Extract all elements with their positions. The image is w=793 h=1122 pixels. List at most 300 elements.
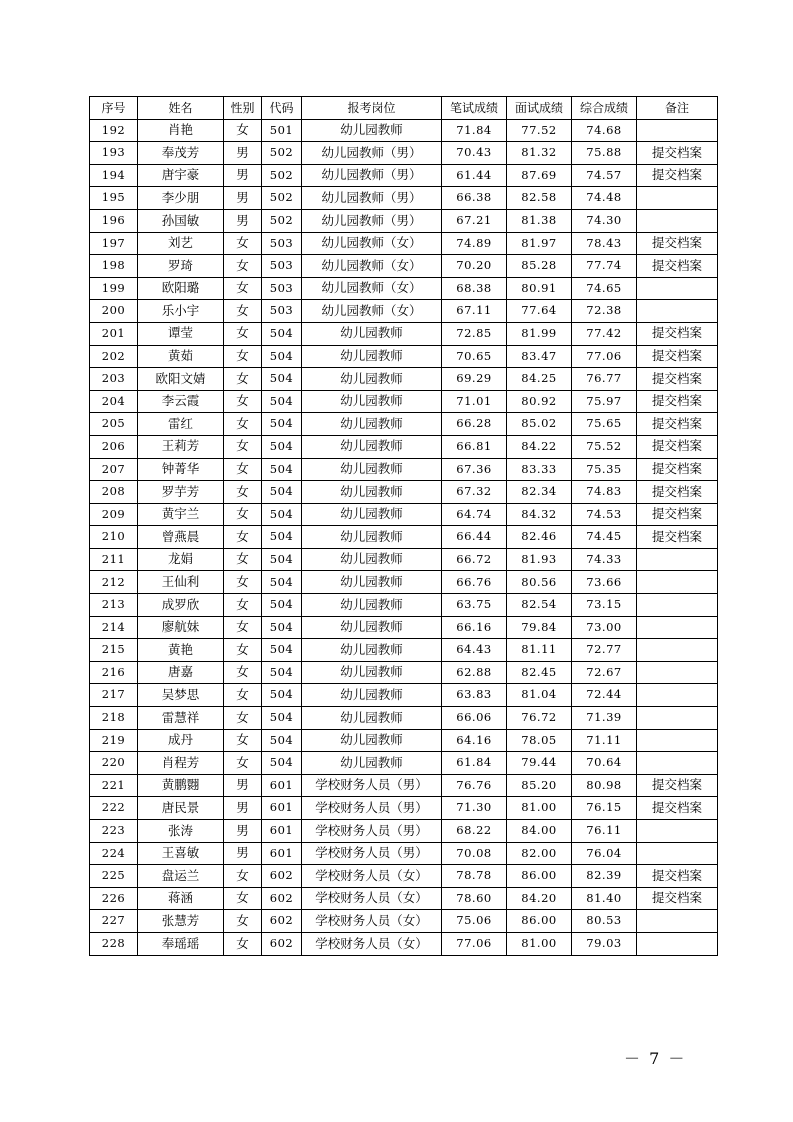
cell-name: 雷慧祥 [138, 707, 224, 730]
cell-written-score: 78.60 [442, 887, 507, 910]
cell-name: 黄鹏翾 [138, 774, 224, 797]
cell-serial-number: 205 [90, 413, 138, 436]
cell-code: 602 [262, 910, 302, 933]
cell-position: 学校财务人员（男） [302, 774, 442, 797]
cell-interview-score: 80.92 [507, 390, 572, 413]
cell-total-score: 74.33 [572, 548, 637, 571]
cell-gender: 女 [224, 255, 262, 278]
cell-code: 504 [262, 707, 302, 730]
cell-name: 谭莹 [138, 322, 224, 345]
cell-serial-number: 221 [90, 774, 138, 797]
cell-gender: 女 [224, 277, 262, 300]
cell-position: 幼儿园教师 [302, 526, 442, 549]
cell-total-score: 72.77 [572, 639, 637, 662]
cell-gender: 女 [224, 119, 262, 142]
cell-code: 601 [262, 797, 302, 820]
cell-serial-number: 219 [90, 729, 138, 752]
cell-name: 黄茹 [138, 345, 224, 368]
cell-name: 欧阳璐 [138, 277, 224, 300]
table-row [90, 209, 718, 232]
cell-gender: 女 [224, 368, 262, 391]
cell-gender: 女 [224, 413, 262, 436]
cell-gender: 女 [224, 707, 262, 730]
cell-name: 蒋涵 [138, 887, 224, 910]
cell-position: 幼儿园教师 [302, 413, 442, 436]
cell-remark: 提交档案 [637, 368, 718, 391]
cell-interview-score: 81.99 [507, 322, 572, 345]
cell-remark [637, 616, 718, 639]
table-row [90, 910, 718, 933]
cell-gender: 女 [224, 322, 262, 345]
cell-position: 幼儿园教师（男） [302, 142, 442, 165]
cell-gender: 男 [224, 842, 262, 865]
cell-name: 唐嘉 [138, 661, 224, 684]
cell-serial-number: 228 [90, 932, 138, 955]
cell-position: 幼儿园教师（女） [302, 255, 442, 278]
cell-code: 504 [262, 571, 302, 594]
cell-written-score: 74.89 [442, 232, 507, 255]
cell-serial-number: 204 [90, 390, 138, 413]
cell-interview-score: 81.00 [507, 932, 572, 955]
cell-remark [637, 594, 718, 617]
cell-code: 504 [262, 661, 302, 684]
cell-name: 成罗欣 [138, 594, 224, 617]
cell-total-score: 74.68 [572, 119, 637, 142]
cell-position: 学校财务人员（女） [302, 910, 442, 933]
cell-gender: 女 [224, 616, 262, 639]
table-row [90, 639, 718, 662]
cell-total-score: 74.57 [572, 164, 637, 187]
cell-remark: 提交档案 [637, 232, 718, 255]
table-row [90, 820, 718, 843]
cell-total-score: 75.65 [572, 413, 637, 436]
cell-interview-score: 77.64 [507, 300, 572, 323]
cell-gender: 男 [224, 774, 262, 797]
cell-name: 李少朋 [138, 187, 224, 210]
header-position: 报考岗位 [302, 97, 442, 120]
table-row [90, 729, 718, 752]
header-code: 代码 [262, 97, 302, 120]
cell-written-score: 66.28 [442, 413, 507, 436]
cell-written-score: 71.84 [442, 119, 507, 142]
cell-remark: 提交档案 [637, 526, 718, 549]
cell-written-score: 75.06 [442, 910, 507, 933]
cell-remark [637, 932, 718, 955]
cell-written-score: 71.30 [442, 797, 507, 820]
cell-remark [637, 820, 718, 843]
cell-gender: 女 [224, 684, 262, 707]
cell-serial-number: 218 [90, 707, 138, 730]
cell-remark: 提交档案 [637, 503, 718, 526]
table-row [90, 435, 718, 458]
cell-code: 504 [262, 684, 302, 707]
cell-name: 奉茂芳 [138, 142, 224, 165]
cell-serial-number: 226 [90, 887, 138, 910]
cell-position: 幼儿园教师 [302, 639, 442, 662]
cell-gender: 女 [224, 390, 262, 413]
cell-serial-number: 225 [90, 865, 138, 888]
cell-code: 601 [262, 820, 302, 843]
cell-position: 幼儿园教师 [302, 684, 442, 707]
cell-serial-number: 227 [90, 910, 138, 933]
cell-position: 学校财务人员（女） [302, 887, 442, 910]
cell-name: 钟菁华 [138, 458, 224, 481]
header-name: 姓名 [138, 97, 224, 120]
header-interview-score: 面试成绩 [507, 97, 572, 120]
cell-written-score: 64.16 [442, 729, 507, 752]
cell-position: 幼儿园教师（女） [302, 232, 442, 255]
cell-written-score: 62.88 [442, 661, 507, 684]
cell-code: 602 [262, 887, 302, 910]
cell-code: 504 [262, 526, 302, 549]
cell-gender: 女 [224, 865, 262, 888]
cell-name: 孙国敏 [138, 209, 224, 232]
cell-remark: 提交档案 [637, 164, 718, 187]
cell-serial-number: 193 [90, 142, 138, 165]
cell-interview-score: 84.00 [507, 820, 572, 843]
cell-total-score: 81.40 [572, 887, 637, 910]
cell-written-score: 72.85 [442, 322, 507, 345]
cell-code: 601 [262, 774, 302, 797]
cell-serial-number: 212 [90, 571, 138, 594]
cell-code: 504 [262, 458, 302, 481]
table-row [90, 390, 718, 413]
cell-serial-number: 206 [90, 435, 138, 458]
cell-remark [637, 209, 718, 232]
cell-interview-score: 81.93 [507, 548, 572, 571]
cell-serial-number: 209 [90, 503, 138, 526]
cell-interview-score: 84.20 [507, 887, 572, 910]
cell-name: 廖航妹 [138, 616, 224, 639]
table-row [90, 661, 718, 684]
cell-gender: 女 [224, 932, 262, 955]
cell-serial-number: 196 [90, 209, 138, 232]
cell-code: 602 [262, 865, 302, 888]
cell-code: 503 [262, 300, 302, 323]
cell-serial-number: 200 [90, 300, 138, 323]
table-row [90, 594, 718, 617]
cell-total-score: 80.53 [572, 910, 637, 933]
cell-serial-number: 203 [90, 368, 138, 391]
cell-total-score: 72.67 [572, 661, 637, 684]
cell-gender: 女 [224, 752, 262, 775]
cell-serial-number: 198 [90, 255, 138, 278]
cell-total-score: 71.11 [572, 729, 637, 752]
cell-interview-score: 87.69 [507, 164, 572, 187]
cell-position: 幼儿园教师（男） [302, 209, 442, 232]
cell-written-score: 63.75 [442, 594, 507, 617]
cell-remark [637, 571, 718, 594]
cell-interview-score: 84.32 [507, 503, 572, 526]
cell-remark [637, 910, 718, 933]
cell-remark [637, 548, 718, 571]
cell-gender: 女 [224, 458, 262, 481]
cell-position: 学校财务人员（男） [302, 842, 442, 865]
cell-gender: 女 [224, 639, 262, 662]
cell-remark: 提交档案 [637, 390, 718, 413]
cell-interview-score: 80.91 [507, 277, 572, 300]
cell-serial-number: 215 [90, 639, 138, 662]
cell-interview-score: 79.84 [507, 616, 572, 639]
table-row [90, 797, 718, 820]
table-row [90, 503, 718, 526]
cell-remark [637, 639, 718, 662]
cell-interview-score: 86.00 [507, 865, 572, 888]
cell-interview-score: 81.97 [507, 232, 572, 255]
cell-serial-number: 207 [90, 458, 138, 481]
cell-serial-number: 223 [90, 820, 138, 843]
cell-total-score: 76.11 [572, 820, 637, 843]
cell-name: 刘艺 [138, 232, 224, 255]
cell-interview-score: 82.00 [507, 842, 572, 865]
cell-serial-number: 224 [90, 842, 138, 865]
cell-total-score: 71.39 [572, 707, 637, 730]
cell-written-score: 61.84 [442, 752, 507, 775]
cell-code: 504 [262, 413, 302, 436]
cell-gender: 女 [224, 481, 262, 504]
cell-name: 唐宇豪 [138, 164, 224, 187]
cell-position: 学校财务人员（女） [302, 865, 442, 888]
cell-interview-score: 85.28 [507, 255, 572, 278]
cell-interview-score: 82.46 [507, 526, 572, 549]
cell-total-score: 72.44 [572, 684, 637, 707]
cell-name: 张慧芳 [138, 910, 224, 933]
cell-total-score: 77.06 [572, 345, 637, 368]
cell-interview-score: 81.11 [507, 639, 572, 662]
cell-interview-score: 82.58 [507, 187, 572, 210]
cell-gender: 男 [224, 164, 262, 187]
cell-serial-number: 217 [90, 684, 138, 707]
cell-interview-score: 81.32 [507, 142, 572, 165]
cell-serial-number: 220 [90, 752, 138, 775]
cell-position: 学校财务人员（女） [302, 932, 442, 955]
cell-interview-score: 83.33 [507, 458, 572, 481]
cell-total-score: 73.66 [572, 571, 637, 594]
cell-written-score: 66.76 [442, 571, 507, 594]
cell-remark [637, 300, 718, 323]
cell-code: 504 [262, 345, 302, 368]
cell-code: 504 [262, 503, 302, 526]
cell-position: 幼儿园教师 [302, 729, 442, 752]
table-row [90, 616, 718, 639]
cell-written-score: 67.11 [442, 300, 507, 323]
cell-gender: 女 [224, 526, 262, 549]
cell-serial-number: 192 [90, 119, 138, 142]
cell-serial-number: 195 [90, 187, 138, 210]
cell-gender: 女 [224, 887, 262, 910]
cell-total-score: 82.39 [572, 865, 637, 888]
cell-written-score: 66.16 [442, 616, 507, 639]
cell-name: 张涛 [138, 820, 224, 843]
cell-written-score: 63.83 [442, 684, 507, 707]
cell-gender: 女 [224, 232, 262, 255]
cell-total-score: 74.30 [572, 209, 637, 232]
cell-interview-score: 78.05 [507, 729, 572, 752]
cell-code: 502 [262, 187, 302, 210]
cell-code: 504 [262, 616, 302, 639]
cell-position: 幼儿园教师 [302, 661, 442, 684]
cell-name: 龙娟 [138, 548, 224, 571]
cell-code: 503 [262, 277, 302, 300]
cell-written-score: 71.01 [442, 390, 507, 413]
cell-total-score: 78.43 [572, 232, 637, 255]
cell-total-score: 74.53 [572, 503, 637, 526]
table-row [90, 774, 718, 797]
cell-written-score: 66.81 [442, 435, 507, 458]
cell-remark [637, 752, 718, 775]
cell-position: 幼儿园教师 [302, 594, 442, 617]
cell-gender: 男 [224, 820, 262, 843]
cell-name: 唐民景 [138, 797, 224, 820]
cell-interview-score: 81.00 [507, 797, 572, 820]
header-total-score: 综合成绩 [572, 97, 637, 120]
table-row [90, 548, 718, 571]
table-row [90, 413, 718, 436]
cell-position: 幼儿园教师 [302, 707, 442, 730]
cell-remark: 提交档案 [637, 322, 718, 345]
cell-position: 幼儿园教师 [302, 435, 442, 458]
cell-interview-score: 83.47 [507, 345, 572, 368]
cell-position: 幼儿园教师 [302, 481, 442, 504]
cell-code: 504 [262, 435, 302, 458]
cell-code: 502 [262, 164, 302, 187]
cell-code: 504 [262, 322, 302, 345]
cell-total-score: 76.04 [572, 842, 637, 865]
cell-serial-number: 194 [90, 164, 138, 187]
cell-written-score: 66.38 [442, 187, 507, 210]
cell-code: 504 [262, 548, 302, 571]
cell-position: 学校财务人员（男） [302, 820, 442, 843]
cell-serial-number: 210 [90, 526, 138, 549]
header-remark: 备注 [637, 97, 718, 120]
header-gender: 性别 [224, 97, 262, 120]
cell-gender: 女 [224, 661, 262, 684]
header-written-score: 笔试成绩 [442, 97, 507, 120]
cell-remark [637, 842, 718, 865]
cell-code: 502 [262, 142, 302, 165]
cell-written-score: 66.44 [442, 526, 507, 549]
cell-serial-number: 201 [90, 322, 138, 345]
cell-interview-score: 86.00 [507, 910, 572, 933]
cell-gender: 男 [224, 209, 262, 232]
cell-total-score: 77.42 [572, 322, 637, 345]
cell-remark: 提交档案 [637, 345, 718, 368]
table-row [90, 458, 718, 481]
cell-gender: 男 [224, 187, 262, 210]
table-row [90, 322, 718, 345]
header-serial-number: 序号 [90, 97, 138, 120]
cell-total-score: 70.64 [572, 752, 637, 775]
cell-code: 502 [262, 209, 302, 232]
cell-interview-score: 84.22 [507, 435, 572, 458]
cell-remark: 提交档案 [637, 774, 718, 797]
cell-written-score: 64.74 [442, 503, 507, 526]
table-row [90, 142, 718, 165]
cell-serial-number: 213 [90, 594, 138, 617]
cell-written-score: 70.20 [442, 255, 507, 278]
cell-position: 幼儿园教师（男） [302, 164, 442, 187]
cell-gender: 女 [224, 594, 262, 617]
cell-position: 学校财务人员（男） [302, 797, 442, 820]
cell-interview-score: 81.38 [507, 209, 572, 232]
cell-remark: 提交档案 [637, 481, 718, 504]
cell-written-score: 67.36 [442, 458, 507, 481]
cell-serial-number: 202 [90, 345, 138, 368]
cell-written-score: 76.76 [442, 774, 507, 797]
cell-serial-number: 199 [90, 277, 138, 300]
cell-gender: 女 [224, 300, 262, 323]
table-row [90, 526, 718, 549]
cell-name: 肖艳 [138, 119, 224, 142]
cell-name: 王喜敏 [138, 842, 224, 865]
cell-name: 欧阳文婧 [138, 368, 224, 391]
cell-total-score: 76.77 [572, 368, 637, 391]
cell-interview-score: 84.25 [507, 368, 572, 391]
cell-code: 501 [262, 119, 302, 142]
cell-total-score: 74.45 [572, 526, 637, 549]
cell-total-score: 74.48 [572, 187, 637, 210]
cell-code: 503 [262, 255, 302, 278]
cell-name: 成丹 [138, 729, 224, 752]
cell-remark [637, 119, 718, 142]
page-number: － 7 － [624, 1049, 687, 1068]
cell-gender: 女 [224, 503, 262, 526]
cell-interview-score: 76.72 [507, 707, 572, 730]
cell-written-score: 66.72 [442, 548, 507, 571]
cell-name: 肖程芳 [138, 752, 224, 775]
cell-serial-number: 197 [90, 232, 138, 255]
cell-remark [637, 729, 718, 752]
cell-interview-score: 81.04 [507, 684, 572, 707]
cell-written-score: 69.29 [442, 368, 507, 391]
results-table [89, 96, 718, 956]
cell-written-score: 61.44 [442, 164, 507, 187]
table-row [90, 707, 718, 730]
cell-written-score: 78.78 [442, 865, 507, 888]
cell-interview-score: 85.20 [507, 774, 572, 797]
cell-total-score: 72.38 [572, 300, 637, 323]
cell-gender: 女 [224, 910, 262, 933]
cell-remark: 提交档案 [637, 797, 718, 820]
cell-total-score: 80.98 [572, 774, 637, 797]
cell-position: 幼儿园教师 [302, 119, 442, 142]
cell-total-score: 74.83 [572, 481, 637, 504]
cell-written-score: 70.08 [442, 842, 507, 865]
cell-interview-score: 77.52 [507, 119, 572, 142]
cell-code: 602 [262, 932, 302, 955]
cell-code: 504 [262, 594, 302, 617]
cell-total-score: 75.88 [572, 142, 637, 165]
cell-position: 幼儿园教师 [302, 458, 442, 481]
cell-position: 幼儿园教师 [302, 571, 442, 594]
cell-code: 504 [262, 390, 302, 413]
cell-remark: 提交档案 [637, 887, 718, 910]
cell-name: 黄艳 [138, 639, 224, 662]
table-row [90, 277, 718, 300]
cell-code: 504 [262, 481, 302, 504]
cell-total-score: 73.00 [572, 616, 637, 639]
table-header-row [90, 97, 718, 120]
table-row [90, 119, 718, 142]
cell-remark [637, 277, 718, 300]
cell-position: 幼儿园教师 [302, 390, 442, 413]
cell-code: 504 [262, 752, 302, 775]
cell-gender: 女 [224, 548, 262, 571]
cell-interview-score: 82.45 [507, 661, 572, 684]
cell-written-score: 67.32 [442, 481, 507, 504]
cell-code: 601 [262, 842, 302, 865]
cell-position: 幼儿园教师（女） [302, 300, 442, 323]
